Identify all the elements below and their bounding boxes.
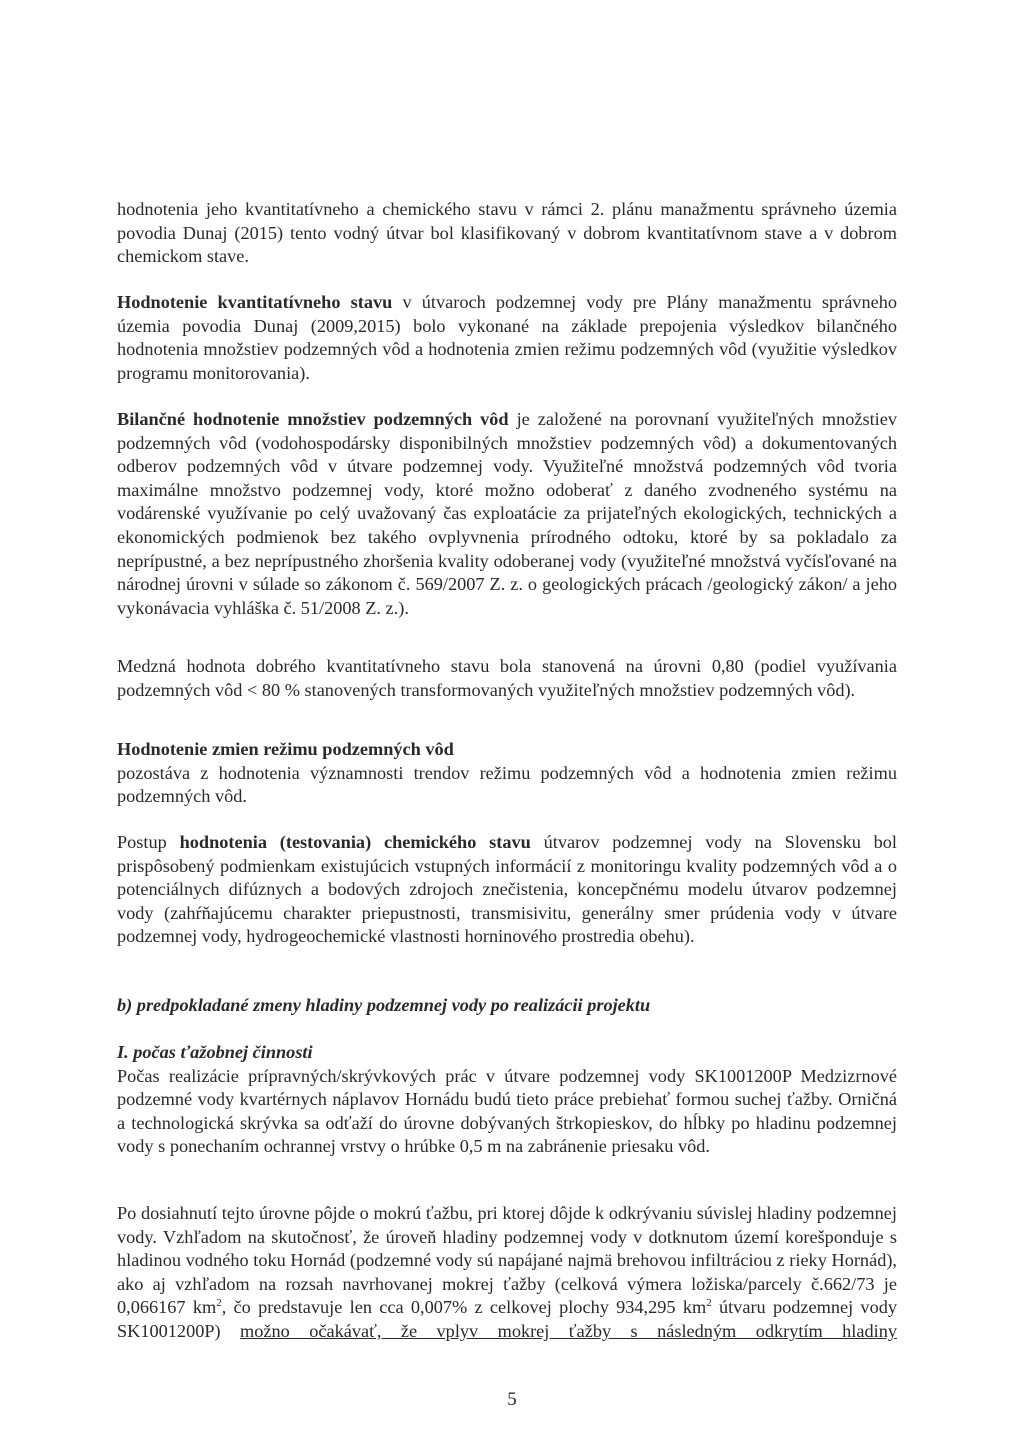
paragraph-text: pozostáva z hodnotenia významnosti trendov režimu podzemných vôd a hodnotenia zmien režimu podzemných vôd. [117, 762, 897, 807]
paragraph-text: útvaru podzemnej vody SK1001200P) [117, 1297, 897, 1341]
paragraph-text: , čo predstavuje len cca 0,007% z celkovej plochy 934,295 km [221, 1297, 707, 1318]
subsection-heading: I. počas ťažobnej činnosti [117, 1042, 313, 1062]
bold-term: Hodnotenie kvantitatívneho stavu [117, 292, 393, 312]
paragraph-text: Po dosiahnutí tejto úrovne pôjde o mokrú ťažbu, pri ktorej dôjde k odkrývaniu súvislej hladiny podzemnej vody. Vzhľadom na skutočnosť, že úroveň hladiny podzemnej vody v dotknutom území korešponduje s hladinou vodného toku Hornád (podzemné vody sú napájané najmä brehovou infiltráciou z rieky Hornád), ako aj vzhľadom na rozsah navrhovanej mokrej ťažby (celková výmera ložiska/parcely č.662/73 je 0,066167 km [117, 1203, 897, 1318]
paragraph-text: Postup [117, 832, 180, 852]
paragraph-text: Medzná hodnota dobrého kvantitatívneho stavu bola stanovená na úrovni 0,80 (podiel využívania podzemných vôd < 80 % stanovených transformovaných využiteľných množstiev podzemných vôd). [117, 656, 897, 700]
paragraph-text: v útvaroch podzemnej vody pre Plány manažmentu správneho územia povodia Dunaj (2009,2015) bolo vykonané na základe prepojenia výsledkov bilančného hodnotenia množstiev podzemných vôd a hodnotenia zmien režimu podzemných vôd (využitie výsledkov programu monitorovania). [117, 292, 897, 383]
paragraph-regime-changes [117, 738, 897, 809]
paragraph-wet-mining [117, 1202, 897, 1344]
page-number: 5 [507, 1389, 517, 1410]
paragraph-text: Počas realizácie prípravných/skrývkových prác v útvare podzemnej vody SK1001200P Medzizrnové podzemné vody kvartérnych náplavov Hornádu budú tieto práce prebiehať formou suchej ťažby. Orničná a technologická skrývka sa odťaží do úrovne dobývaných štrkopieskov, do hĺbky po hladinu podzemnej vody s ponechaním ochrannej vrstvy o hrúbke 0,5 m na zabránenie priesaku vôd. [117, 1065, 897, 1157]
paragraph-chemical-status-intro [117, 198, 897, 269]
section-heading-b [117, 994, 897, 1018]
paragraph-text: je založené na porovnaní využiteľných množstiev podzemných vôd (vodohospodársky disponibilných množstiev podzemných vôd) a dokumentovaných odberov podzemných vôd v útvare podzemnej vody. Využiteľné množstvá podzemných vôd tvoria maximálne množstvo podzemnej vody, ktoré možno odoberať z daného zvodneného systému na vodárenské využívanie po celý uvažovaný čas exploatácie za prijateľných ekologických, technických a ekonomických podmienok bez takého ovplyvnenia prírodného odtoku, ktoré by sa pokladalo za neprípustné, a bez neprípustného zhoršenia kvality odoberanej vody (využiteľné množstvá vyčísľované na národnej úrovni v súlade so zákonom č. 569/2007 Z. z. o geologických prácach /geologický zákon/ a jeho vykonávacia vyhláška č. 51/2008 Z. z.). [117, 409, 897, 618]
paragraph-chemical-testing [117, 831, 897, 949]
bold-term: Bilančné hodnotenie množstiev podzemných vôd [117, 409, 509, 429]
paragraph-threshold-value [117, 655, 897, 702]
underlined-text: možno očakávať, že vplyv mokrej ťažby s následným odkrytím hladiny [240, 1320, 897, 1341]
superscript: 2 [216, 1297, 222, 1310]
bold-term: hodnotenia (testovania) chemického stavu [179, 832, 531, 852]
superscript: 2 [706, 1297, 712, 1310]
paragraph-text: hodnotenia jeho kvantitatívneho a chemického stavu v rámci 2. plánu manažmentu správneho územia povodia Dunaj (2015) tento vodný útvar bol klasifikovaný v dobrom kvantitatívnom stave a v dobrom chemickom stave. [117, 199, 897, 267]
section-heading: Hodnotenie zmien režimu podzemných vôd [117, 739, 454, 759]
paragraph-quantitative-assessment [117, 291, 897, 385]
paragraph-balance-assessment [117, 408, 897, 620]
paragraph-text: útvarov podzemnej vody na Slovensku bol prispôsobený podmienkam existujúcich vstupných informácií z monitoringu kvality podzemných vôd a o potenciálnych difúznych a bodových zdrojoch znečistenia, koncepčnému modelu útvarov podzemnej vody (zahŕňajúcemu charakter priepustnosti, transmisivitu, generálny smer prúdenia vody v útvare podzemnej vody, hydrogeochemické vlastnosti horninového prostredia obehu). [117, 832, 898, 947]
section-heading: b) predpokladané zmeny hladiny podzemnej vody po realizácii projektu [117, 995, 651, 1015]
paragraph-mining-activity [117, 1041, 897, 1159]
